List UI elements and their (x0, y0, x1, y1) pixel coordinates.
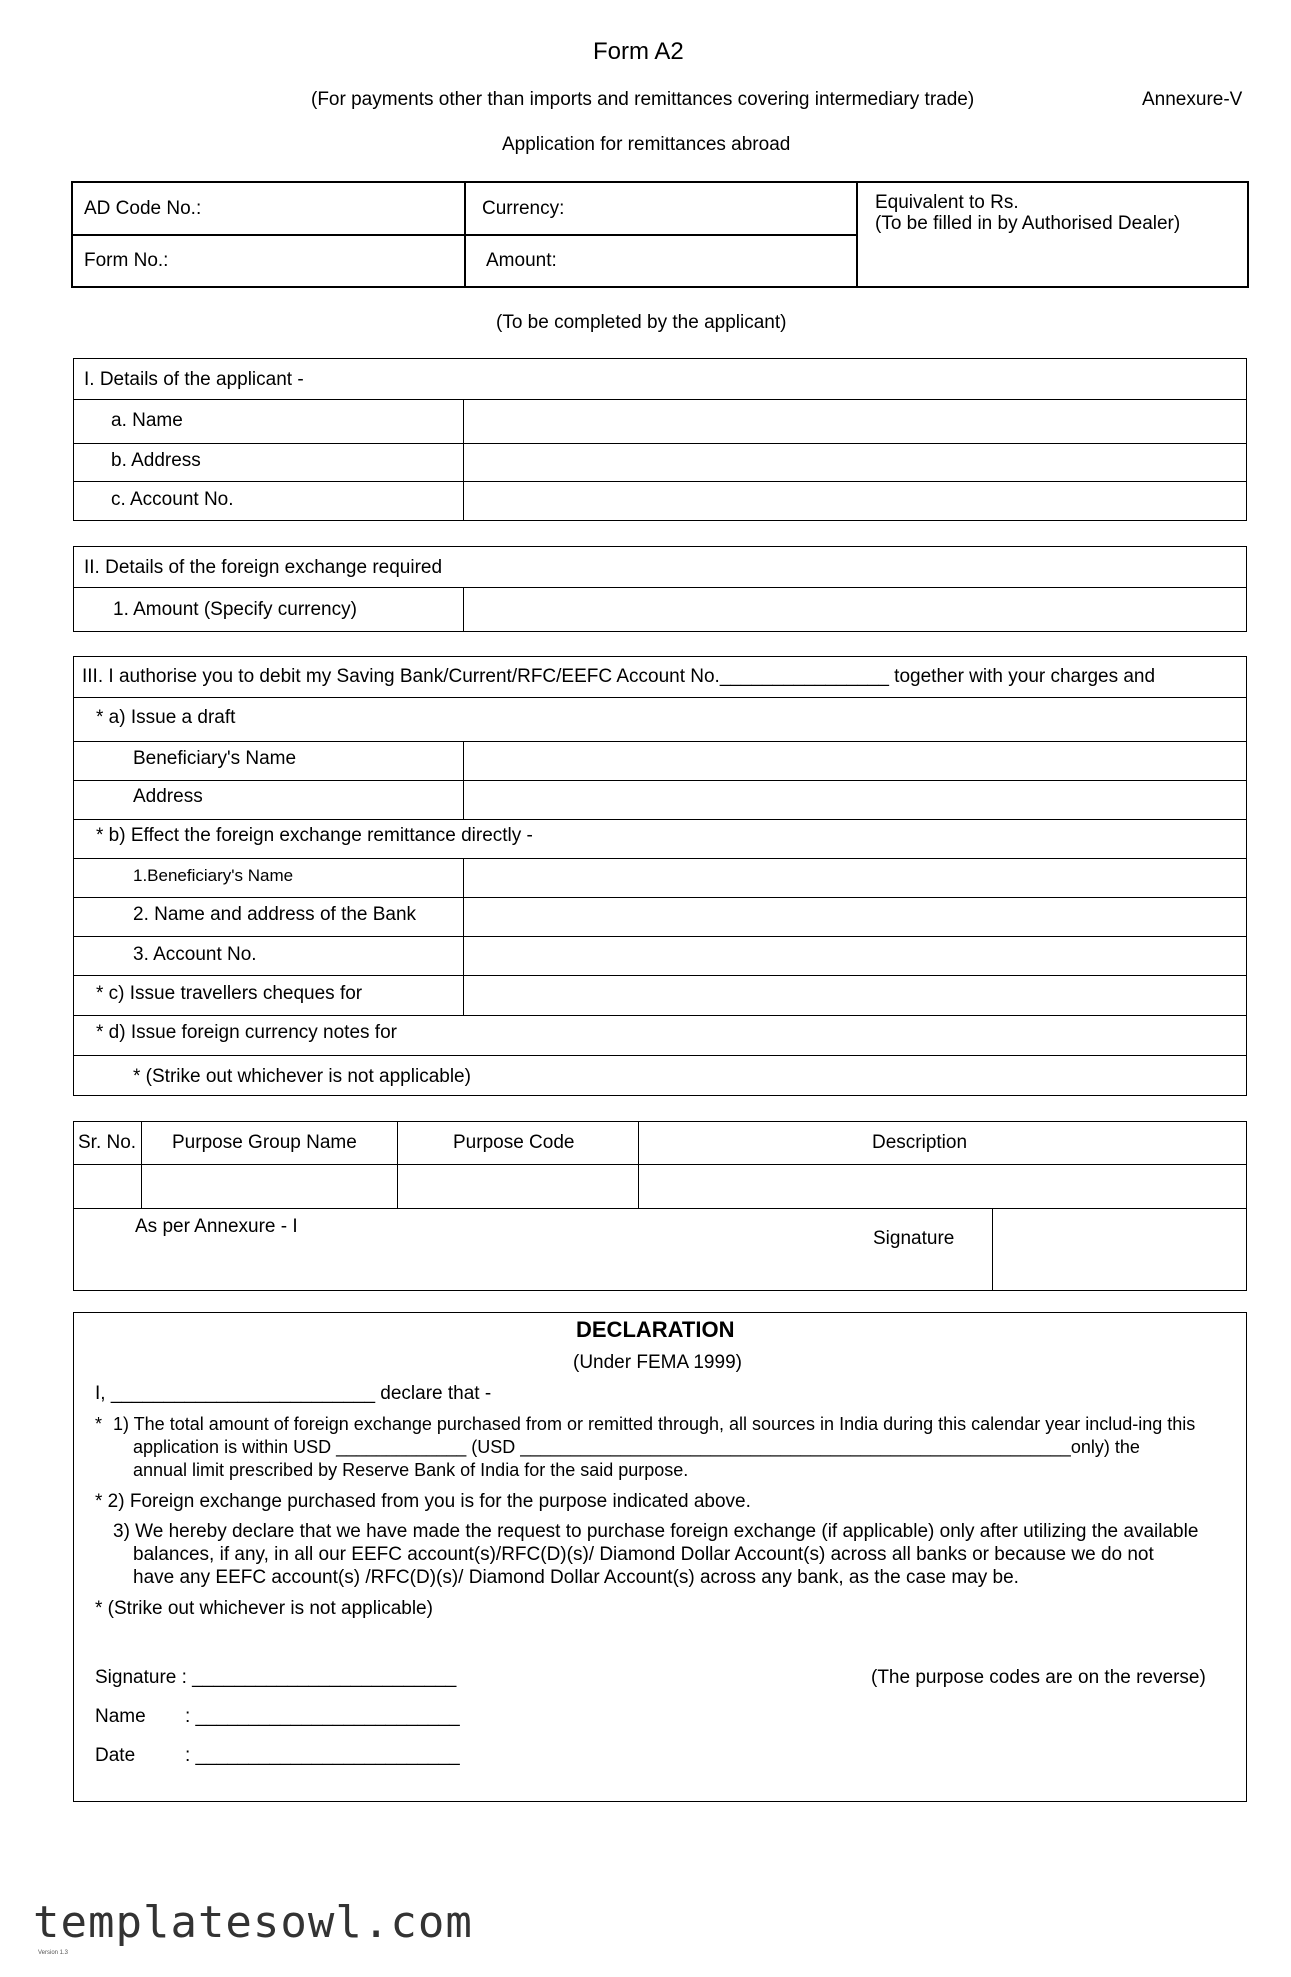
remit-bank-field[interactable] (466, 899, 1244, 934)
decl-p3-line1: 3) We hereby declare that we have made the request to purchase foreign exchange (if applicable) only after utilizing the available (113, 1521, 1199, 1542)
issue-draft-label: * a) Issue a draft (96, 707, 236, 728)
applicant-name-label: a. Name (111, 410, 183, 431)
decl-p1-line3: annual limit prescribed by Reserve Bank of India for the said purpose. (133, 1460, 689, 1480)
travellers-cheques-field[interactable] (466, 977, 1244, 1013)
purpose-signature-label: Signature (873, 1228, 955, 1249)
sr-no-field[interactable] (75, 1166, 139, 1206)
currency-label: Currency: (482, 198, 565, 219)
form-subtitle: (For payments other than imports and remittances covering intermediary trade) (311, 89, 975, 110)
decl-signature-line: Signature : _________________________ (95, 1667, 457, 1688)
strike-out-note: * (Strike out whichever is not applicable) (133, 1066, 471, 1087)
purpose-group-field[interactable] (143, 1166, 395, 1206)
draft-beneficiary-name-field[interactable] (466, 743, 1244, 778)
annexure-note: As per Annexure - I (135, 1216, 298, 1237)
equivalent-field[interactable] (862, 238, 1242, 284)
description-field[interactable] (640, 1166, 1244, 1206)
authorise-debit-text: III. I authorise you to debit my Saving Bank/Current/RFC/EEFC Account No.________________ together with your charges and (82, 666, 1156, 687)
applicant-address-field[interactable] (466, 445, 1244, 479)
decl-date-line: : _________________________ (185, 1745, 460, 1766)
applicant-note: (To be completed by the applicant) (496, 312, 787, 333)
amount-field[interactable] (580, 238, 850, 284)
version-label: Version 1.3 (38, 1950, 69, 1956)
applicant-account-field[interactable] (466, 483, 1244, 519)
declaration-title: DECLARATION (576, 1317, 735, 1342)
equivalent-label: Equivalent to Rs. (875, 192, 1019, 213)
decl-name-line: : _________________________ (185, 1706, 460, 1727)
applicant-address-label: b. Address (111, 450, 201, 471)
remit-account-label: 3. Account No. (133, 944, 257, 965)
declaration-subtitle: (Under FEMA 1999) (573, 1352, 742, 1373)
col-sr-no: Sr. No. (78, 1132, 137, 1153)
decl-p2: * 2) Foreign exchange purchased from you is for the purpose indicated above. (95, 1491, 751, 1512)
forex-section-title: II. Details of the foreign exchange required (84, 557, 443, 578)
currency-notes-label: * d) Issue foreign currency notes for (96, 1022, 397, 1043)
decl-strike-note: * (Strike out whichever is not applicable) (95, 1598, 433, 1619)
remit-beneficiary-name-field[interactable] (466, 860, 1244, 895)
decl-name-field[interactable] (196, 1701, 479, 1729)
applicant-name-field[interactable] (466, 401, 1244, 441)
purpose-codes-note: (The purpose codes are on the reverse) (871, 1667, 1206, 1688)
decl-p1-star: * (95, 1414, 103, 1434)
decl-date-field[interactable] (196, 1740, 479, 1768)
decl-signature-field[interactable] (193, 1662, 476, 1690)
decl-p3-line2: balances, if any, in all our EEFC account(s)/RFC(D)(s)/ Diamond Dollar Account(s) across all banks or because we do not (133, 1544, 1154, 1565)
form-no-field[interactable] (190, 238, 460, 284)
form-no-label: Form No.: (84, 250, 169, 271)
remit-account-field[interactable] (466, 938, 1244, 973)
col-description: Description (872, 1132, 968, 1153)
col-purpose-group: Purpose Group Name (172, 1132, 357, 1153)
form-title: Form A2 (593, 38, 684, 65)
declarant-line: I, _________________________ declare that - (95, 1383, 492, 1404)
usd-words-field[interactable] (537, 1434, 1149, 1458)
amount-label: Amount: (486, 250, 557, 271)
application-title: Application for remittances abroad (502, 134, 791, 155)
ad-code-label: AD Code No.: (84, 198, 202, 219)
draft-beneficiary-name-label: Beneficiary's Name (133, 748, 297, 769)
purpose-code-field[interactable] (399, 1166, 636, 1206)
decl-p3-line3: have any EEFC account(s) /RFC(D)(s)/ Diamond Dollar Account(s) across any bank, as the case may be. (133, 1567, 1019, 1588)
equivalent-note: (To be filled in by Authorised Dealer) (875, 213, 1181, 234)
currency-notes-field[interactable] (466, 1017, 1244, 1053)
ad-code-field[interactable] (240, 186, 460, 230)
declarant-name-field[interactable] (112, 1380, 380, 1406)
travellers-cheques-label: * c) Issue travellers cheques for (96, 983, 363, 1004)
watermark-logo: templatesowl.com (33, 1897, 473, 1948)
usd-amount-field[interactable] (346, 1434, 480, 1458)
decl-p1-line1: 1) The total amount of foreign exchange purchased from or remitted through, all sources in India during this calendar year includ-ing this (113, 1414, 1196, 1434)
draft-beneficiary-address-label: Address (133, 786, 203, 807)
purpose-signature-field[interactable] (995, 1210, 1245, 1289)
col-purpose-code: Purpose Code (453, 1132, 575, 1153)
applicant-account-label: c. Account No. (111, 489, 234, 510)
effect-remittance-label: * b) Effect the foreign exchange remittance directly - (96, 825, 533, 846)
annexure-label: Annexure-V (1142, 89, 1243, 110)
decl-name-label: Name (95, 1706, 146, 1727)
applicant-section-title: I. Details of the applicant - (84, 369, 304, 390)
currency-field[interactable] (580, 186, 850, 230)
forex-amount-label: 1. Amount (Specify currency) (113, 599, 357, 620)
decl-date-label: Date (95, 1745, 136, 1766)
remit-bank-label: 2. Name and address of the Bank (133, 904, 417, 925)
remit-beneficiary-name-label: 1.Beneficiary's Name (133, 866, 294, 885)
draft-beneficiary-address-field[interactable] (466, 782, 1244, 817)
forex-amount-field[interactable] (466, 589, 1244, 630)
decl-p1-line2: application is within USD _____________ (USD _______________________________________________________only) the (133, 1437, 1140, 1457)
